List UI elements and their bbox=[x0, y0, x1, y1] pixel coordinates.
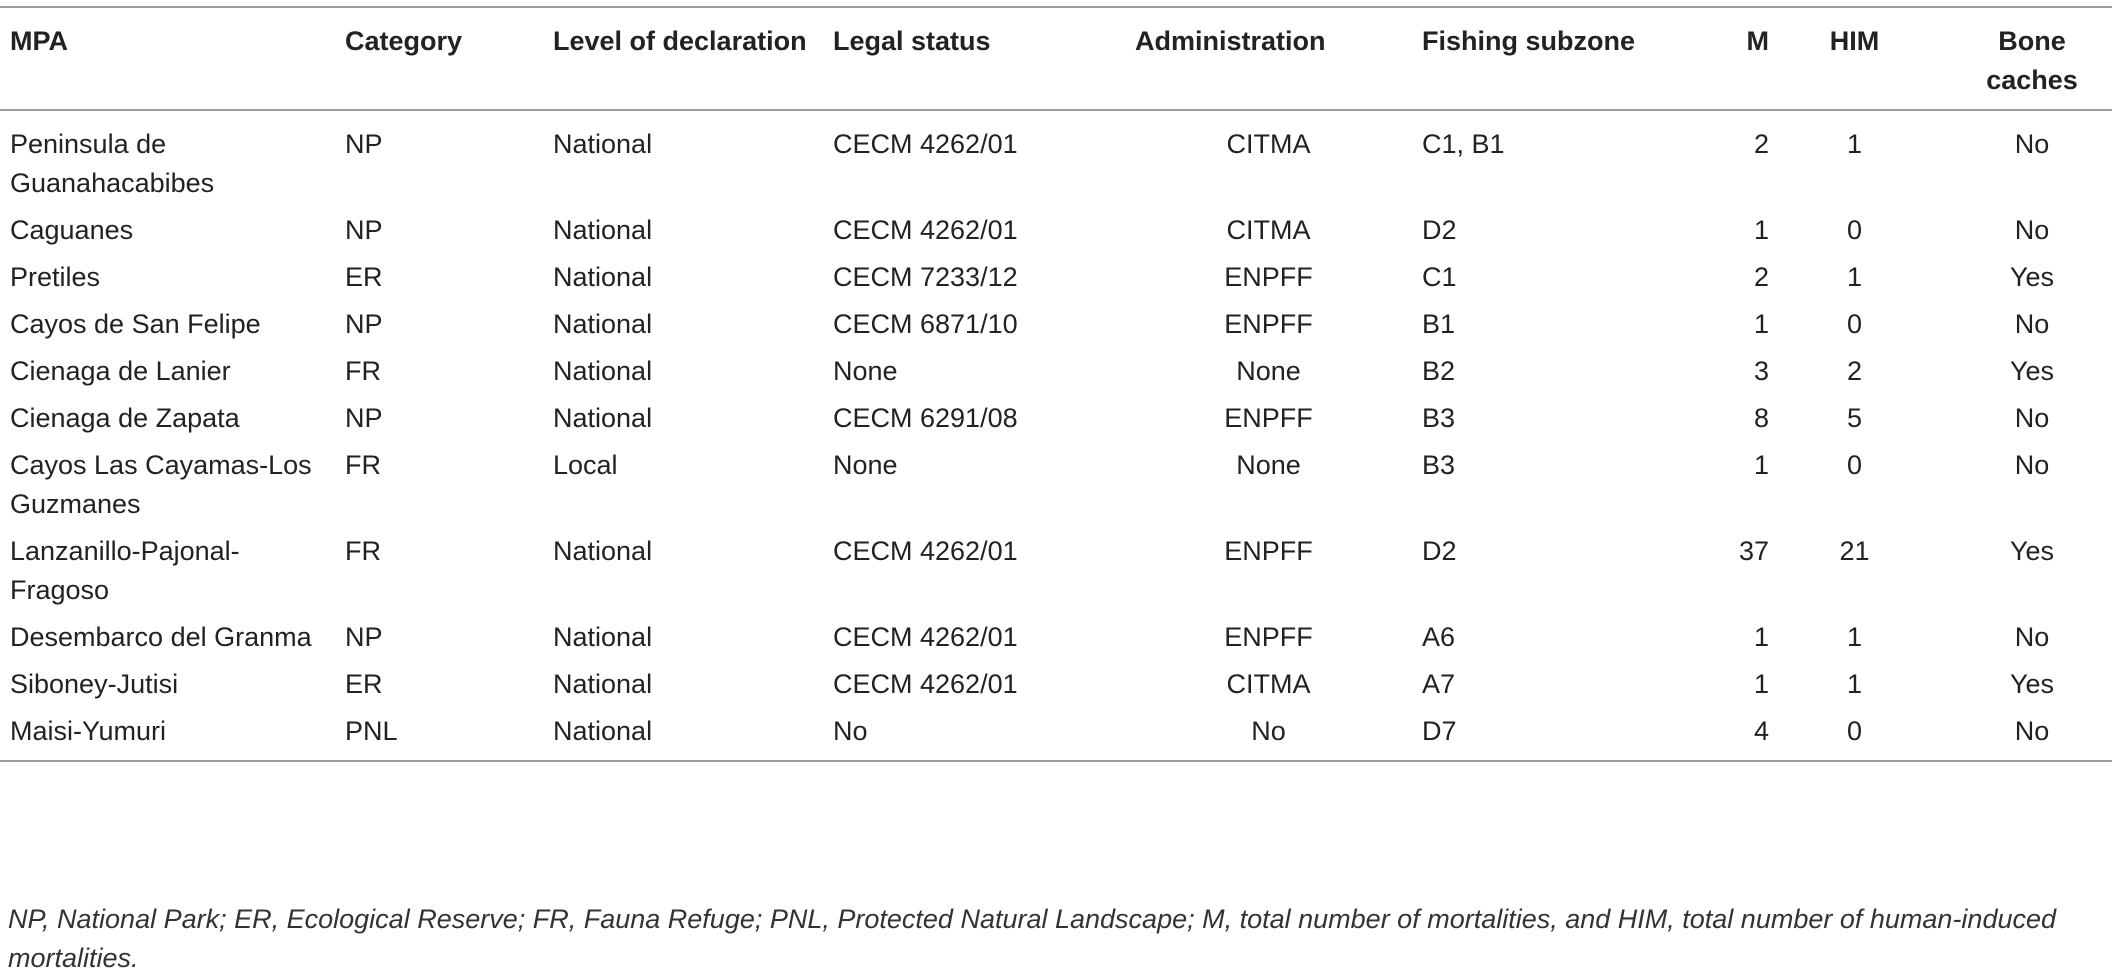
cell-level: National bbox=[553, 262, 653, 292]
cell-legal: CECM 4262/01 bbox=[833, 622, 1018, 652]
cell-level: National bbox=[553, 669, 653, 699]
table-header-row bbox=[0, 7, 2112, 110]
table-row bbox=[0, 441, 2112, 527]
cell-him: 0 bbox=[1846, 450, 1863, 480]
col-header-category: Category bbox=[345, 26, 463, 56]
cell-level: National bbox=[553, 356, 653, 386]
cell-legal: CECM 6291/08 bbox=[833, 403, 1018, 433]
col-header-bone: Bone caches bbox=[1986, 26, 2078, 95]
cell-m: 4 bbox=[1753, 716, 1769, 746]
cell-m: 37 bbox=[1738, 536, 1769, 566]
table-row bbox=[0, 527, 2112, 613]
cell-fishing: B3 bbox=[1422, 403, 1456, 433]
cell-admin: ENPFF bbox=[1224, 403, 1313, 433]
cell-mpa: Cienaga de Zapata bbox=[10, 403, 240, 433]
cell-legal: CECM 7233/12 bbox=[833, 262, 1018, 292]
table-row bbox=[0, 110, 2112, 206]
cell-bone: No bbox=[2014, 309, 2050, 339]
cell-bone: No bbox=[2014, 403, 2050, 433]
cell-level: National bbox=[553, 716, 653, 746]
cell-legal: None bbox=[833, 356, 898, 386]
cell-level: National bbox=[553, 309, 653, 339]
table-row bbox=[0, 206, 2112, 253]
cell-bone: Yes bbox=[2009, 669, 2055, 699]
table-row bbox=[0, 660, 2112, 707]
cell-admin: None bbox=[1236, 450, 1301, 480]
cell-legal: CECM 6871/10 bbox=[833, 309, 1018, 339]
cell-bone: No bbox=[2014, 716, 2050, 746]
cell-fishing: B1 bbox=[1422, 309, 1456, 339]
cell-fishing: A7 bbox=[1422, 669, 1456, 699]
col-header-fishing: Fishing subzone bbox=[1422, 26, 1635, 56]
cell-admin: No bbox=[1251, 716, 1286, 746]
cell-category: FR bbox=[345, 450, 381, 480]
cell-m: 1 bbox=[1753, 669, 1769, 699]
cell-category: FR bbox=[345, 536, 381, 566]
col-header-m: M bbox=[1746, 26, 1769, 56]
cell-admin: CITMA bbox=[1226, 215, 1311, 245]
cell-admin: ENPFF bbox=[1224, 536, 1313, 566]
cell-admin: ENPFF bbox=[1224, 622, 1313, 652]
cell-admin: ENPFF bbox=[1224, 309, 1313, 339]
cell-mpa: Pretiles bbox=[10, 262, 101, 292]
cell-bone: No bbox=[2014, 450, 2050, 480]
col-header-him: HIM bbox=[1829, 26, 1880, 56]
table-body bbox=[0, 110, 2112, 761]
cell-him: 5 bbox=[1846, 403, 1863, 433]
cell-him: 0 bbox=[1846, 215, 1863, 245]
cell-legal: None bbox=[833, 450, 898, 480]
cell-mpa: Cayos Las Cayamas-Los Guzmanes bbox=[10, 450, 312, 519]
cell-mpa: Caguanes bbox=[10, 215, 134, 245]
cell-legal: CECM 4262/01 bbox=[833, 669, 1018, 699]
cell-category: NP bbox=[345, 622, 383, 652]
cell-fishing: C1 bbox=[1422, 262, 1457, 292]
cell-mpa: Cayos de San Felipe bbox=[10, 309, 261, 339]
cell-legal: CECM 4262/01 bbox=[833, 215, 1018, 245]
cell-mpa: Maisi-Yumuri bbox=[10, 716, 167, 746]
cell-level: Local bbox=[553, 450, 618, 480]
cell-mpa: Lanzanillo-Pajonal-Fragoso bbox=[10, 536, 240, 605]
cell-legal: CECM 4262/01 bbox=[833, 129, 1018, 159]
cell-m: 8 bbox=[1753, 403, 1769, 433]
table-row bbox=[0, 300, 2112, 347]
table-footnote: NP, National Park; ER, Ecological Reserve; FR, Fauna Refuge; PNL, Protected Natural Landscape; M, total number of mortalities, and HIM, total number of human-induced mortalities. bbox=[8, 904, 2057, 973]
cell-bone: No bbox=[2014, 215, 2050, 245]
cell-him: 1 bbox=[1846, 262, 1863, 292]
cell-fishing: D2 bbox=[1422, 215, 1457, 245]
cell-level: National bbox=[553, 215, 653, 245]
cell-category: NP bbox=[345, 403, 383, 433]
cell-fishing: D7 bbox=[1422, 716, 1457, 746]
cell-fishing: A6 bbox=[1422, 622, 1456, 652]
cell-mpa: Desembarco del Granma bbox=[10, 622, 312, 652]
cell-category: PNL bbox=[345, 716, 398, 746]
cell-admin: ENPFF bbox=[1224, 262, 1313, 292]
cell-category: ER bbox=[345, 669, 383, 699]
cell-m: 2 bbox=[1753, 129, 1769, 159]
cell-m: 1 bbox=[1753, 309, 1769, 339]
col-header-mpa: MPA bbox=[10, 26, 68, 56]
cell-category: NP bbox=[345, 215, 383, 245]
cell-mpa: Siboney-Jutisi bbox=[10, 669, 179, 699]
cell-admin: CITMA bbox=[1226, 129, 1311, 159]
cell-mpa: Peninsula de Guanahacabibes bbox=[10, 129, 215, 198]
cell-m: 3 bbox=[1753, 356, 1769, 386]
cell-m: 1 bbox=[1753, 450, 1769, 480]
cell-legal: CECM 4262/01 bbox=[833, 536, 1018, 566]
cell-bone: Yes bbox=[2009, 262, 2055, 292]
cell-him: 0 bbox=[1846, 309, 1863, 339]
cell-category: ER bbox=[345, 262, 383, 292]
mpa-table bbox=[0, 6, 2112, 762]
cell-him: 2 bbox=[1846, 356, 1863, 386]
cell-him: 1 bbox=[1846, 669, 1863, 699]
table-row bbox=[0, 253, 2112, 300]
cell-him: 21 bbox=[1839, 536, 1870, 566]
cell-level: National bbox=[553, 403, 653, 433]
cell-m: 2 bbox=[1753, 262, 1769, 292]
col-header-level: Level of declaration bbox=[553, 26, 807, 56]
table-row bbox=[0, 613, 2112, 660]
col-header-legal: Legal status bbox=[833, 26, 991, 56]
table-row bbox=[0, 707, 2112, 761]
cell-fishing: C1, B1 bbox=[1422, 129, 1505, 159]
table-row bbox=[0, 347, 2112, 394]
cell-mpa: Cienaga de Lanier bbox=[10, 356, 231, 386]
cell-m: 1 bbox=[1753, 622, 1769, 652]
cell-admin: CITMA bbox=[1226, 669, 1311, 699]
cell-him: 1 bbox=[1846, 622, 1863, 652]
cell-category: NP bbox=[345, 309, 383, 339]
table-row bbox=[0, 394, 2112, 441]
cell-fishing: B2 bbox=[1422, 356, 1456, 386]
cell-level: National bbox=[553, 129, 653, 159]
cell-category: FR bbox=[345, 356, 381, 386]
cell-category: NP bbox=[345, 129, 383, 159]
cell-m: 1 bbox=[1753, 215, 1769, 245]
col-header-admin: Administration bbox=[1135, 26, 1326, 56]
cell-level: National bbox=[553, 622, 653, 652]
cell-bone: Yes bbox=[2009, 356, 2055, 386]
cell-him: 1 bbox=[1846, 129, 1863, 159]
cell-fishing: B3 bbox=[1422, 450, 1456, 480]
cell-admin: None bbox=[1236, 356, 1301, 386]
cell-legal: No bbox=[833, 716, 868, 746]
cell-bone: No bbox=[2014, 129, 2050, 159]
cell-level: National bbox=[553, 536, 653, 566]
cell-bone: No bbox=[2014, 622, 2050, 652]
cell-fishing: D2 bbox=[1422, 536, 1457, 566]
cell-bone: Yes bbox=[2009, 536, 2055, 566]
cell-him: 0 bbox=[1846, 716, 1863, 746]
